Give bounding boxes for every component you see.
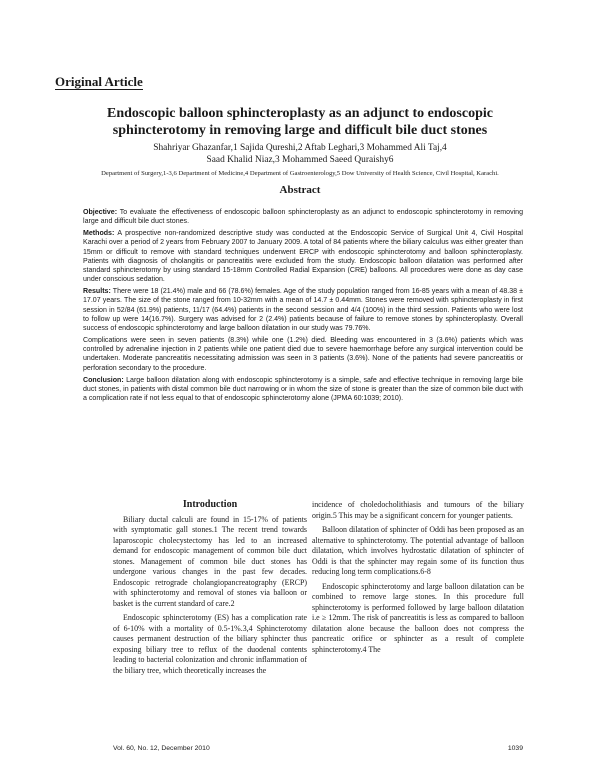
intro-paragraph-4: Balloon dilatation of sphincter of Oddi has been proposed as an alternative to sphincterotomy. The potential advantage of balloon dilatation, which involves hydrostatic dilatation of sphincter of Oddi is that the sphincter may regain some of its function thus reducing long term complications.6-8 bbox=[312, 525, 524, 576]
authors-line-2: Saad Khalid Niaz,3 Mohammed Saeed Quraishy6 bbox=[206, 155, 394, 165]
conclusion-text: Large balloon dilatation along with endoscopic sphincterotomy is a simple, safe and effective technique in removing large bile duct stones, in patients with distal common bile duct narrowing or in whom the size of stone is greater than the size of common bile duct with a complication rate if not less equal to that of endoscopic sphincterotomy alone (JPMA 60:1039; 2010). bbox=[83, 376, 523, 402]
intro-paragraph-2: Endoscopic sphincterotomy (ES) has a complication rate of 6-10% with a mortality of 0.5-1%.3,4 Sphincterotomy causes permanent destruction of the biliary sphincter thus exposing biliary tree to reflux of the duodenal contents leading to bacterial colonization and chronic inflammation of the biliary tree, which theoretically increases the bbox=[113, 613, 307, 675]
intro-paragraph-1: Biliary ductal calculi are found in 15-17% of patients with symptomatic gall stones.1 The recent trend towards laparoscopic cholecystectomy has led to an increased demand for endoscopic management of common bile duct stones. Management of common bile duct stones has undergone various changes in the past few decades. Endoscopic retrograde cholangiopancreatography (ERCP) with sphincterotomy and removal of stones via balloon or basket is the current standard of care.2 bbox=[113, 514, 307, 608]
abstract-conclusion bbox=[83, 376, 523, 403]
intro-paragraph-3: incidence of choledocholithiasis and tumours of the biliary origin.5 This may be a significant concern for younger patients. bbox=[312, 500, 524, 520]
objective-text: To evaluate the effectiveness of endoscopic balloon sphincteroplasty as an adjunct to endoscopic sphincterotomy in removing large and difficult bile duct stones. bbox=[83, 209, 523, 226]
abstract-body bbox=[83, 208, 523, 406]
results-text: There were 18 (21.4%) male and 66 (78.6%) females. Age of the study population ranged from 16-85 years with a mean of 48.38 ± 17.07 years. The size of the stone ranged from 10-32mm with a mean of 14.7 ± 0.44mm. Stones were removed with sphincteroplasty in first session in 52/84 (61.9%) patients, 11/17 (64.4%) patients in the second session and 4/4 (100%) in the third session. Patients who were lost to follow up were 14(16.7%). Surgery was advised for 2 (2.4%) patients because of failure to remove stones by sphincteroplasty. Overall success of endoscopic sphincterotomy and large balloon dilatation in our study was 79.76%. bbox=[83, 288, 523, 332]
conclusion-label: Conclusion: bbox=[83, 376, 124, 384]
body-column-left bbox=[113, 500, 307, 680]
methods-text: A prospective non-randomized descriptive study was conducted at the Endoscopic Service of Surgical Unit 4, Civil Hospital Karachi over a period of 2 years from February 2007 to January 2009. A total of 84 patients where the biliary calculus was either greater than 15mm or difficult to remove with standard techniques underwent ERCP with endoscopic sphincterotomy and balloon sphincteroplasty. Patients with diagnosis of cholangitis or pancreatitis were excluded from the study. Endoscopic balloon dilatation was performed after standard sphincterotomy by using standard 15-18mm Controlled Radial Expansion (CRE) balloons. All procedures were done as day case under conscious sedation. bbox=[83, 230, 523, 284]
article-title: Endoscopic balloon sphincteroplasty as an adjunct to endoscopic sphincterotomy in removing large and difficult bile duct stones bbox=[107, 106, 493, 138]
abstract-objective bbox=[83, 208, 523, 226]
page-number: 1039 bbox=[507, 745, 523, 752]
intro-paragraph-5: Endoscopic sphincterotomy and large balloon dilatation can be combined to remove large stones. In this procedure full sphincterotomy is performed followed by large balloon dilatation i.e ≥ 12mm. The risk of pancreatitis is less as compared to balloon dilatation alone because the balloon does not compress the pancreatic orifice or sphincter as a result of complete sphincterotomy.4 The bbox=[312, 581, 524, 654]
affiliations: Department of Surgery,1-3,6 Department of Medicine,4 Department of Gastroenterology,5 Dow University of Health Science, Civil Hospital, Karachi. bbox=[101, 170, 499, 177]
methods-label: Methods: bbox=[83, 230, 115, 238]
journal-issue: Vol. 60, No. 12, December 2010 bbox=[113, 745, 210, 752]
authors-line-1: Shahriyar Ghazanfar,1 Sajida Qureshi,2 Aftab Leghari,3 Mohammed Ali Taj,4 bbox=[153, 143, 447, 153]
introduction-heading: Introduction bbox=[182, 499, 238, 510]
results-label: Results: bbox=[83, 288, 111, 296]
abstract-results bbox=[83, 287, 523, 333]
abstract-methods bbox=[83, 229, 523, 284]
abstract-heading: Abstract bbox=[279, 184, 321, 196]
abstract-complications: Complications were seen in seven patients (8.3%) while one (1.2%) died. Bleeding was encountered in 3 (3.6%) patients which was controlled by adrenaline injection in 2 patients while one patient died due to severe haemorrhage before any surgical intervention could be undertaken. Moderate pancreatitis necessitating admission was seen in 3 patients (3.6%). None of the patients had severe pancreatitis or perforation secondary to the procedure. bbox=[83, 337, 523, 372]
objective-label: Objective: bbox=[83, 209, 118, 216]
body-column-right bbox=[312, 500, 524, 659]
author-list bbox=[70, 142, 530, 166]
section-label: Original Article bbox=[55, 74, 143, 89]
